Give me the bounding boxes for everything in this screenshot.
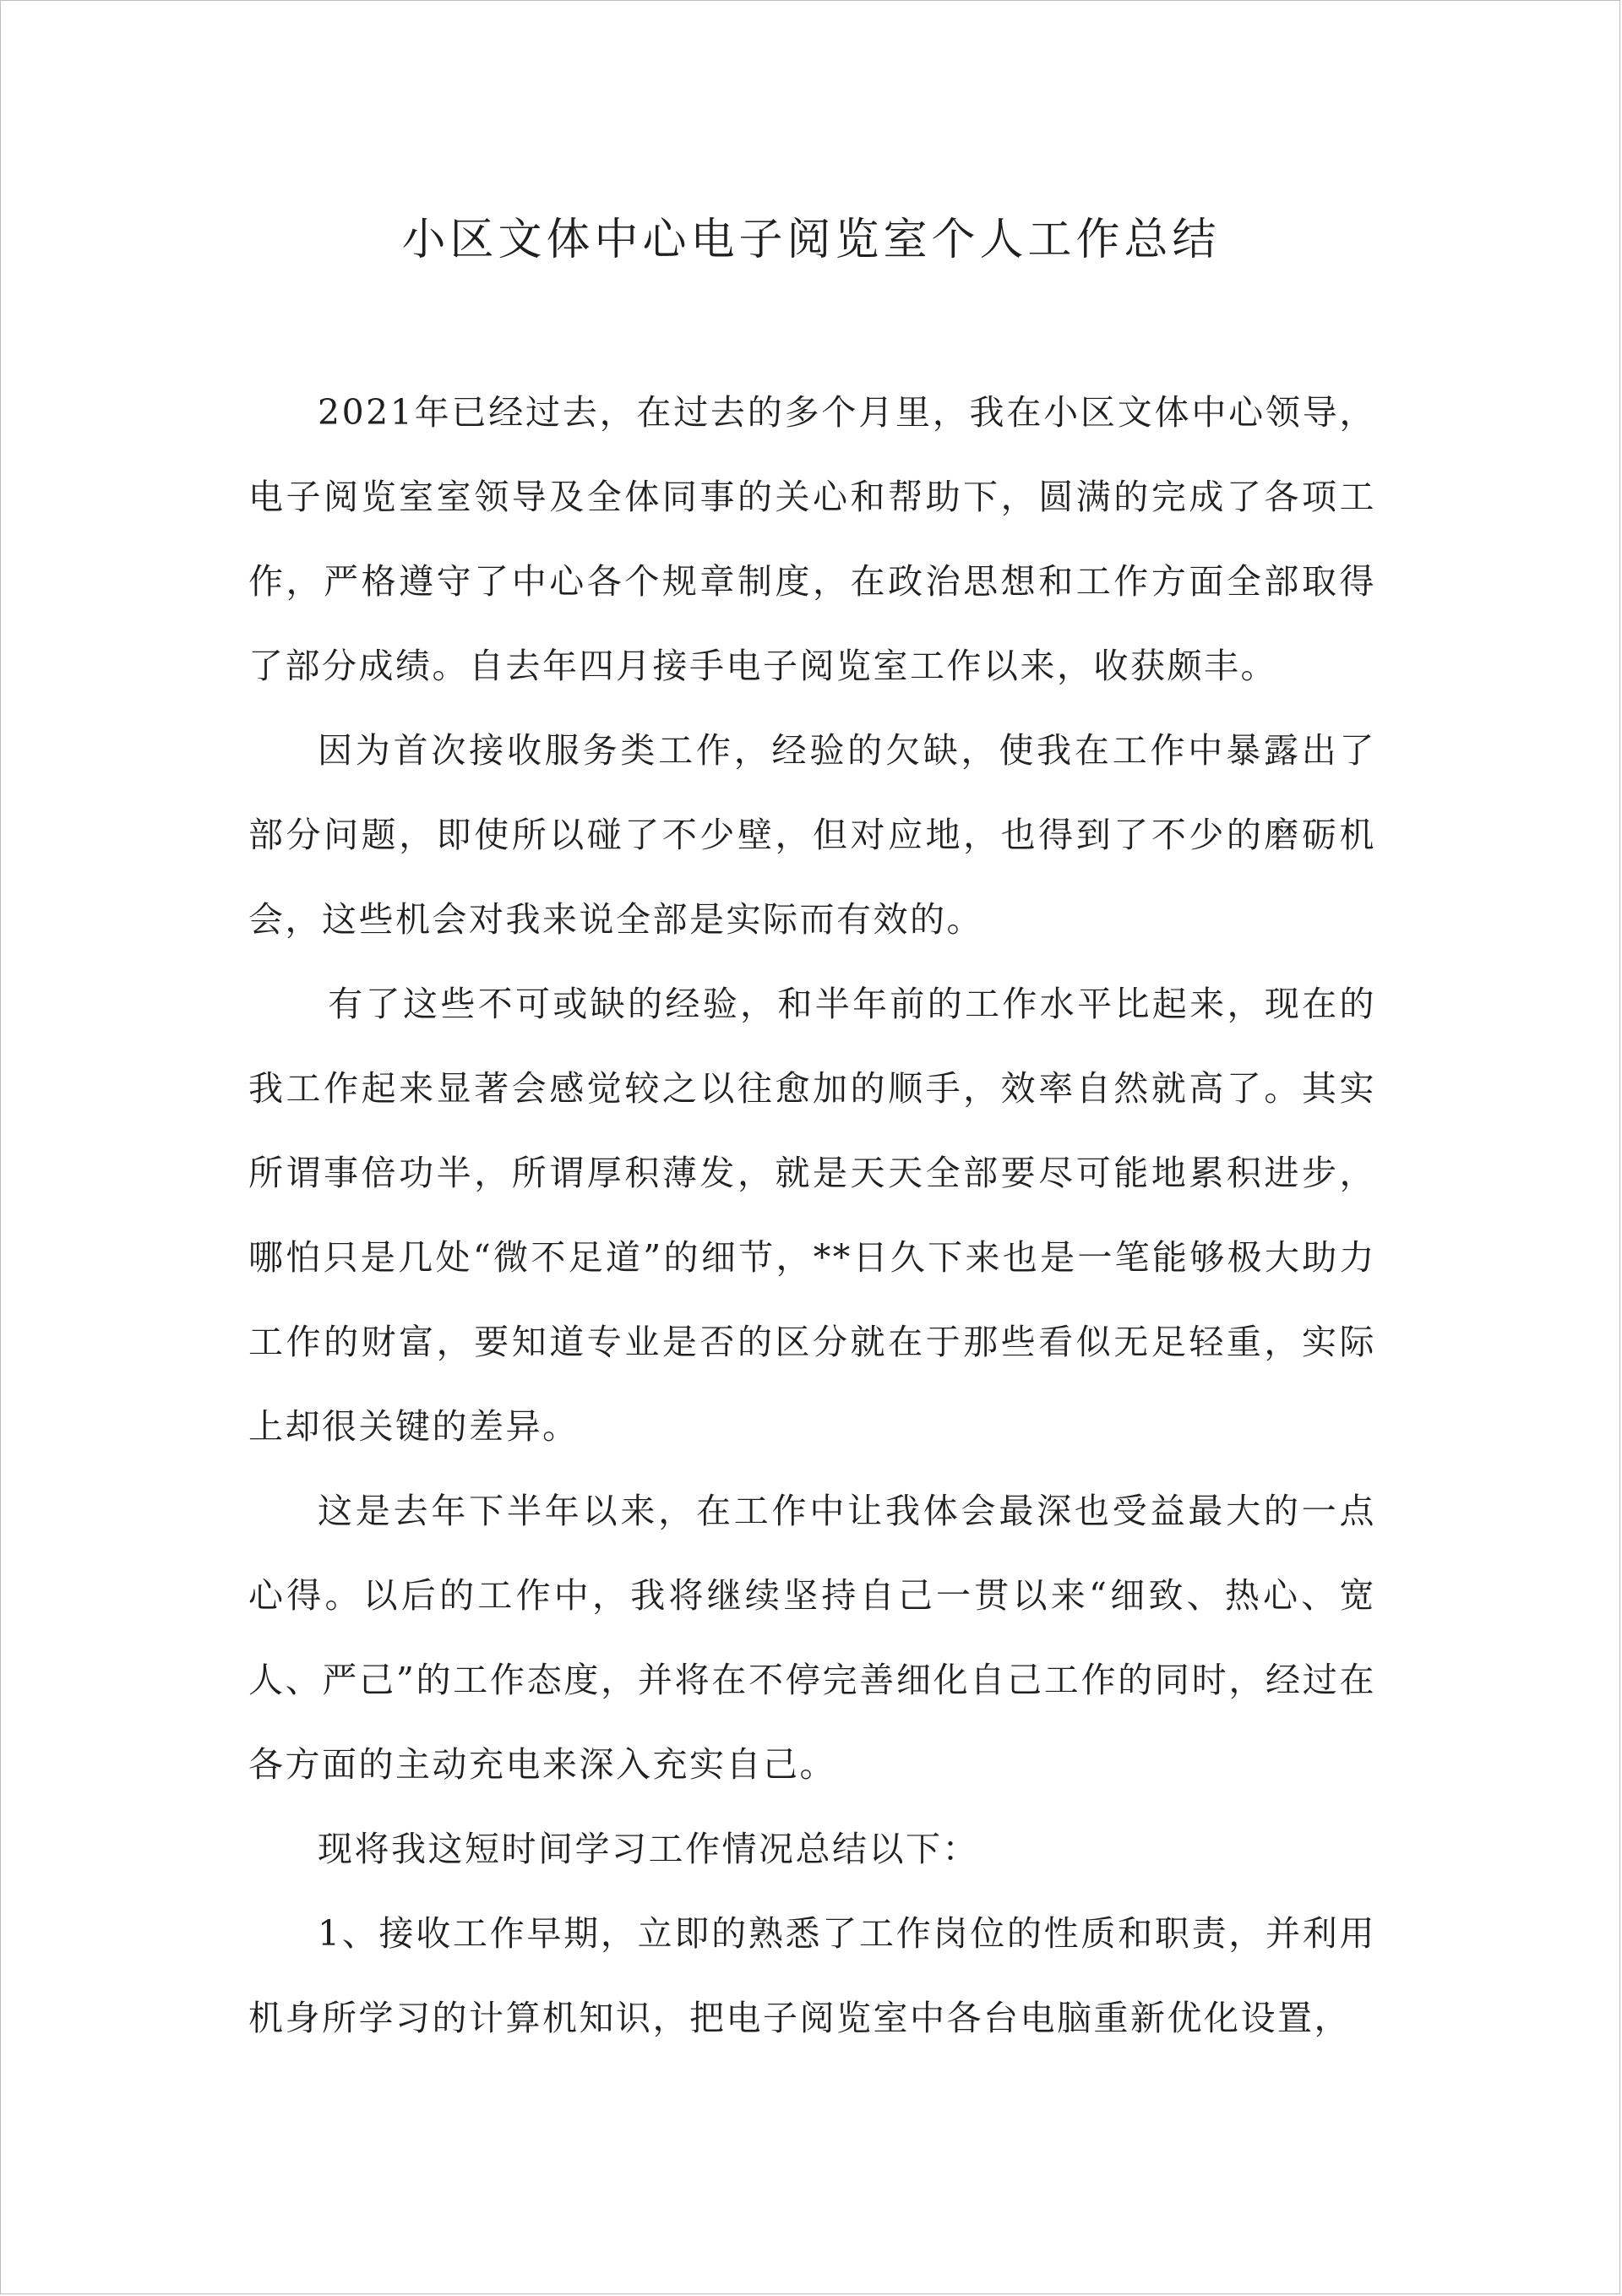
paragraph-5: 现将我这短时间学习工作情况总结以下：	[318, 1829, 979, 1869]
paragraph-3: 有了这些不可或缺的经验，和半年前的工作水平比起来，现在的我工作起来显著会感觉较之以往愈加的顺手，效率自然就高了。其实所谓事倍功半，所谓厚积薄发，就是天天全部要尽可能地累积进步，哪怕只是几处“微不足道”的细节，**日久下来也是一笔能够极大助力工作的财富，要知道专业是否的区分就在于那些看似无足轻重，实际上却很关键的差异。	[248, 984, 1376, 1447]
document-body	[248, 370, 1376, 2060]
paragraph-2: 因为首次接收服务类工作，经验的欠缺，使我在工作中暴露出了部分问题，即使所以碰了不少壁，但对应地，也得到了不少的磨砺机会，这些机会对我来说全部是实际而有效的。	[248, 730, 1376, 940]
paragraph-6: 1、接收工作早期，立即的熟悉了工作岗位的性质和职责，并利用机身所学习的计算机知识，把电子阅览室中各台电脑重新优化设置，	[248, 1913, 1376, 2038]
paragraph-1: 2021年已经过去，在过去的多个月里，我在小区文体中心领导，电子阅览室室领导及全体同事的关心和帮助下，圆满的完成了各项工作，严格遵守了中心各个规章制度，在政治思想和工作方面全部取得了部分成绩。自去年四月接手电子阅览室工作以来，收获颇丰。	[248, 392, 1376, 686]
document-title: 小区文体中心电子阅览室个人工作总结	[401, 215, 1221, 265]
paragraph-4: 这是去年下半年以来，在工作中让我体会最深也受益最大的一点心得。以后的工作中，我将继续坚持自己一贯以来“细致、热心、宽人、严己”的工作态度，并将在不停完善细化自己工作的同时，经过在各方面的主动充电来深入充实自己。	[248, 1491, 1376, 1785]
